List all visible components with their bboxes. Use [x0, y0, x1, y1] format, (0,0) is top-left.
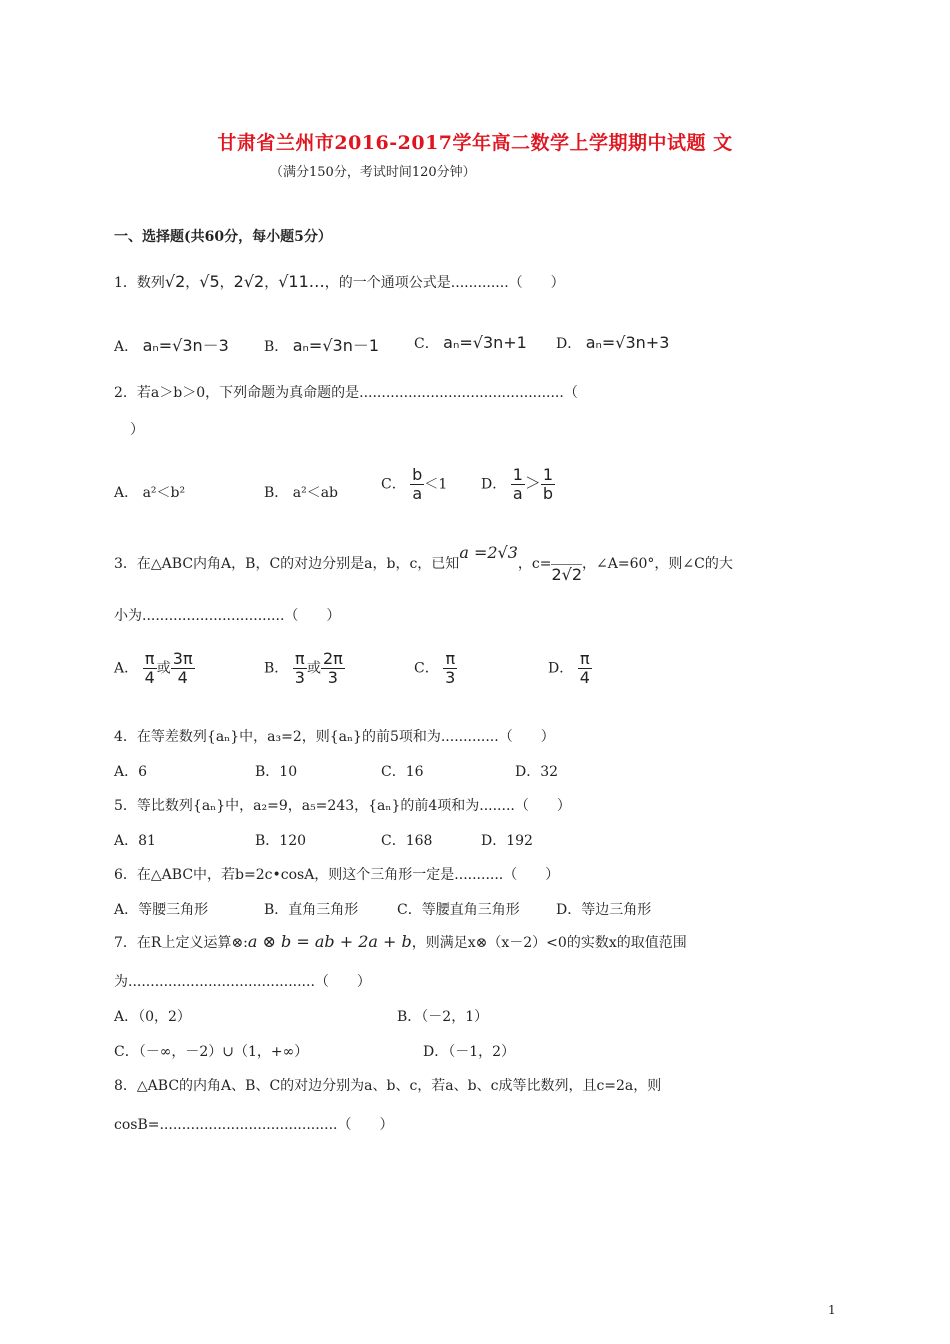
- q2-option-a: [114, 482, 185, 502]
- question-3-continued: 小为................................（ ）: [114, 608, 341, 624]
- q4-option-a: A．6: [114, 764, 148, 780]
- question-5: 5．等比数列{aₙ}中，a₂=9，a₅=243，{aₙ}的前4项和为........（ ）: [114, 798, 571, 814]
- q3-option-d: [548, 650, 592, 687]
- denominator: 3: [445, 668, 456, 687]
- option-expr: aₙ=√3n+3: [585, 333, 670, 352]
- q1-sep: ，: [264, 275, 279, 291]
- denominator: 3: [294, 668, 305, 687]
- option-key: C．: [381, 476, 406, 493]
- fraction: [143, 650, 157, 687]
- q1-term-3: 2√2: [233, 272, 265, 291]
- question-7-stem-a: 7．在R上定义运算⊗:: [114, 935, 248, 951]
- option-key: C．: [414, 336, 439, 352]
- denominator: 3: [327, 668, 338, 687]
- fraction: [541, 466, 555, 503]
- given-a: a =2√3: [459, 543, 518, 562]
- or-word: 或: [306, 660, 321, 677]
- option-expr: aₙ=√3n－1: [292, 336, 380, 355]
- q3-option-b: [264, 650, 345, 687]
- numerator: 1: [512, 465, 523, 484]
- question-7-continued: 为..........................................（ ）: [114, 974, 371, 990]
- question-3-stem-a: 3．在△ABC内角A，B，C的对边分别是a，b，c，已知: [114, 556, 460, 572]
- numerator: 3π: [172, 649, 193, 668]
- fraction: [171, 650, 195, 687]
- q4-option-d: D．32: [515, 764, 559, 780]
- denominator: 4: [144, 668, 155, 687]
- numerator: 2π: [322, 649, 343, 668]
- q3-option-a: [114, 650, 195, 687]
- numerator: π: [578, 650, 592, 669]
- question-8: 8．△ABC的内角A、B、C的对边分别为a、b、c，若a、b、c成等比数列，且c=2a，则: [114, 1078, 662, 1094]
- question-3-stem-c: ，∠A=60°，则∠C的大: [582, 556, 733, 572]
- q2-option-c: [381, 466, 447, 503]
- fraction: [578, 650, 592, 687]
- q1-sep: ，: [185, 275, 200, 291]
- q7-option-c: C．（－∞，－2）∪（1，+∞）: [114, 1044, 309, 1060]
- q5-option-d: D．192: [481, 833, 533, 849]
- q7-option-b: B．（－2，1）: [397, 1009, 489, 1025]
- q3-option-c: [414, 650, 457, 687]
- question-1-stem-start: 1．数列: [114, 275, 165, 291]
- q1-option-c: [414, 333, 527, 353]
- q1-option-d: [556, 333, 669, 353]
- page-number: 1: [828, 1303, 836, 1317]
- numerator: π: [293, 650, 307, 669]
- question-7: [114, 932, 687, 952]
- option-expr: aₙ=√3n+1: [443, 333, 527, 352]
- fraction: [293, 650, 307, 687]
- given-c: 2√2: [551, 565, 583, 584]
- option-key: B．: [264, 485, 289, 501]
- denominator: 4: [579, 668, 590, 687]
- exam-info: （满分150分，考试时间120分钟）: [270, 165, 476, 180]
- q7-option-d: D．（－1，2）: [423, 1044, 516, 1060]
- operation-definition: a ⊗ b = ab + 2a + b: [247, 932, 412, 951]
- option-key: D．: [556, 336, 582, 352]
- q1-option-b: [264, 333, 379, 356]
- option-key: A．: [114, 660, 139, 677]
- question-2-continued: ）: [130, 422, 144, 438]
- fraction: [443, 650, 457, 687]
- numerator: π: [143, 650, 157, 669]
- option-expr: a²＜ab: [292, 485, 339, 501]
- numerator: π: [443, 650, 457, 669]
- option-key: B．: [264, 660, 289, 677]
- q6-option-b: B．直角三角形: [264, 902, 359, 918]
- option-key: A．: [114, 485, 139, 501]
- option-key: D．: [481, 476, 507, 493]
- question-3-stem-b: ，c=: [517, 556, 552, 572]
- or-word: 或: [156, 660, 171, 677]
- q5-option-a: A．81: [114, 833, 156, 849]
- section-heading: 一、选择题(共60分，每小题5分）: [114, 229, 332, 245]
- denominator: a: [412, 484, 423, 503]
- q2-option-d: [481, 466, 555, 503]
- q6-option-c: C．等腰直角三角形: [397, 902, 520, 918]
- q1-ellipsis: …: [308, 272, 325, 291]
- q1-term-1: √2: [164, 272, 186, 291]
- option-expr: a²＜b²: [142, 485, 186, 501]
- q4-option-b: B．10: [255, 764, 298, 780]
- q2-option-b: [264, 482, 338, 502]
- q6-option-a: A．等腰三角形: [114, 902, 209, 918]
- q5-option-b: B．120: [255, 833, 307, 849]
- question-1-stem-end: ，的一个通项公式是.............（ ）: [324, 275, 565, 291]
- fraction: [321, 650, 345, 687]
- option-key: C．: [414, 660, 439, 677]
- question-7-stem-b: ，则满足x⊗（x－2）<0的实数x的取值范围: [411, 935, 687, 951]
- fraction: [511, 466, 525, 503]
- q1-term-2: √5: [199, 272, 220, 291]
- question-2: 2．若a＞b＞0，下列命题为真命题的是..............................................（: [114, 385, 578, 401]
- q1-sep: ，: [219, 275, 234, 291]
- page-title: 甘肃省兰州市2016-2017学年高二数学上学期期中试题 文: [217, 132, 733, 154]
- question-4: 4．在等差数列{aₙ}中，a₃=2，则{aₙ}的前5项和为.............（ ）: [114, 729, 555, 745]
- question-1: [114, 272, 565, 292]
- option-tail: ＜1: [424, 476, 448, 493]
- option-expr: aₙ=√3n－3: [142, 336, 229, 355]
- denominator: a: [512, 484, 523, 503]
- denominator: b: [542, 484, 554, 503]
- numerator: b: [412, 465, 423, 484]
- question-6: 6．在△ABC中，若b=2c•cosA，则这个三角形一定是...........（ ）: [114, 867, 560, 883]
- q6-option-d: D．等边三角形: [556, 902, 652, 918]
- q7-option-a: A．（0，2）: [114, 1009, 191, 1025]
- option-key: A．: [114, 339, 139, 355]
- question-8-continued: cosB=........................................（ ）: [114, 1117, 394, 1133]
- option-key: D．: [548, 660, 574, 677]
- fraction: [410, 466, 424, 503]
- option-key: B．: [264, 339, 289, 355]
- q1-term-4: √11: [278, 272, 309, 291]
- denominator: 4: [177, 668, 188, 687]
- q5-option-c: C．168: [381, 833, 433, 849]
- numerator: 1: [542, 465, 554, 484]
- question-3: [114, 543, 733, 584]
- relation: ＞: [524, 473, 541, 493]
- q4-option-c: C．16: [381, 764, 424, 780]
- q1-option-a: [114, 333, 229, 356]
